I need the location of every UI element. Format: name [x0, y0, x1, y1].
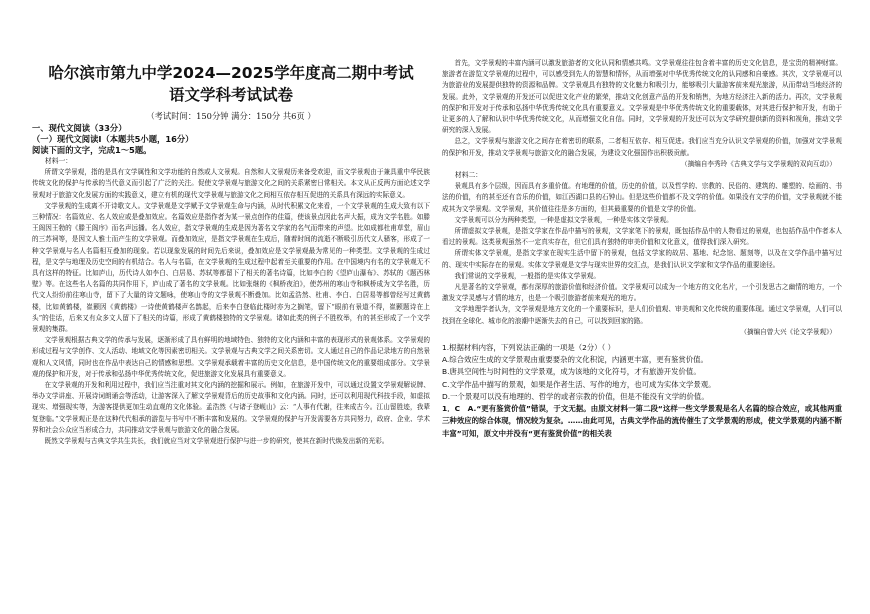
material2-paragraph: 所谓虚拟文学景观，是指文学家在作品中描写的景观，文学家笔下的景观，既包括作品中的人物看过的景观，也包括作品中作者本人看过的景观。这类景观虽然不一定真实存在，但它们具有独特的审美价值和文化意义，值得我们深入研究。: [442, 227, 842, 247]
exam-meta: （考试时间：150分钟 满分：150分 共6页 ）: [146, 111, 316, 121]
material1-label: 材料一：: [44, 157, 73, 165]
left-column: [32, 0, 430, 447]
question1-option-d: D.一个景观可以没有地理的、哲学的或者宗教的价值，但是不能没有文学的价值。: [442, 391, 709, 401]
sub-section-heading: （一）现代文阅读Ⅰ（本题共5小题，16分）: [32, 134, 194, 144]
left-paragraph: 既然文学景观与古典文学共生共长，我们就应当对文学景观进行保护与进一步的研究，使其在新时代焕发出新的光彩。: [44, 437, 389, 446]
right-paragraph: 首先，文学景观的丰富内涵可以激发旅游者的文化认同和情感共鸣。文学景观往往包含着丰富的历史文化信息，是宝贵的精神财富。旅游者在游览文学景观的过程中，可以感受到先人的智慧和情怀，从而增强对中华优秀传统文化的认同感和自豪感。其次，文学景观可以为旅游业的发展提供独特的资源和品牌。文学景观具有独特的文化魅力和吸引力，能够吸引大量游客前来观光旅游，从而带动当地经济的发展。此外，文学景观的开发还可以促进文化产业的繁荣，推动文化创意产品的开发和销售，为地方经济注入新的活力。再次，文学景观的保护和开发对于传承和弘扬中华优秀传统文化具有重要意义。文学景观是中华优秀传统文化的重要载体，对其进行保护和开发，有助于让更多的人了解和认识中华优秀传统文化，从而增强文化自信。同时，文学景观的开发还可以为文学研究提供新的资料和视角，推动文学研究的深入发展。: [442, 59, 842, 135]
question1-option-b: B.唐具空间性与时间性的文学景观，成为该地的文化符号，才有旅游开发价值。: [442, 367, 701, 377]
material1-source: （摘编自李秀玲《古典文学与文学景观的双向互动》）: [681, 159, 836, 168]
question1-option-c: C.文学作品中描写的景观，如果是作者生活、写作的地方，也可成为实体文学景观。: [442, 379, 716, 389]
material2-paragraph: 所谓实体文学景观，是指文学家在现实生活中留下的景观，包括文学家的故居、墓地、纪念馆、题刻等，以及在文学作品中描写过的、现实中实际存在的景观。实体文学景观是文学与现实世界的交汇点，是我们认识文学家和文学作品的重要途径。: [442, 249, 842, 269]
exam-title-line1: 哈尔滨市第九中学2024—2025学年度高二期中考试: [48, 64, 414, 82]
material2-label: 材料二：: [454, 171, 483, 180]
exam-title-line2: 语文学科考试试卷: [168, 86, 293, 104]
right-paragraph: 总之，文学景观与旅游文化之间存在着密切的联系，二者相互依存、相互促进。我们应当充分认识文学景观的价值，加强对文学景观的保护和开发，推动文学景观与旅游文化的融合发展，为建设文化强国作出积极贡献。: [442, 137, 842, 157]
right-column: [442, 58, 842, 440]
question1-option-a: A.综合效应生成的文学景观由重要要杂的文化积淀，内涵更丰富，更有鉴赏价值。: [442, 355, 708, 365]
material2-paragraph: 文学地理学者认为，文学景观是地方文化的一个重要标识，是人们价值观、审美观和文化传统的重要体现。通过文学景观，人们可以找到在全球化、城市化的浪潮中逐渐失去的自己，可以找到回家的路。: [442, 305, 842, 325]
material2-paragraph: 文学景观可以分为两种类型，一种是虚拟文学景观，一种是实体文学景观。: [454, 215, 673, 224]
left-paragraph: 文学景观根据古典文学的传承与发展，逐渐形成了具有鲜明的地域特色、独特的文化内涵和丰富的表现形式的景观体系。文学景观的形成过程与文学创作、文人活动、地域文化等因素密切相关。文学景观与古典文学之间关系密切。文人通过自己的作品记录地方的自然景观和人文风情，同时也在作品中表达自己的情感和思想。文学景观承载着丰富的历史文化信息，是中国传统文化的重要组成部分。文学景观的保护和开发，对于传承和弘扬中华优秀传统文化，促进旅游文化发展具有重要意义。: [32, 336, 430, 378]
reading-instruction: 阅读下面的文字，完成1～5题。: [32, 145, 152, 155]
left-paragraph: 在文学景观的开发和利用过程中，我们应当注重对其文化内涵的挖掘和展示。例如，在旅游开发中，可以通过设置文学景观解说牌、举办文学讲座、开展诗词朗诵会等活动，让游客深入了解文学景观背后的历史故事和文化内涵。同时，还可以利用现代科技手段，如虚拟现实、增强现实等，为游客提供更加生动直观的文化体验。孟浩然《与诸子登岘山》云：“人事有代谢，往来成古今。江山留胜迹，我辈复登临。”文学景观正是在这种代代相承的游览与书写中不断丰富和发展的。文学景观的保护与开发需要各方共同努力，政府、企业、学术界和社会公众应当形成合力，共同推动文学景观与旅游文化的融合发展。: [32, 381, 430, 434]
question1-stem: 1.根据材料内容，下列说法正确的一项是（2分）（ ）: [442, 343, 615, 353]
material2-source: （摘编自曾大兴《论文学景观》）: [740, 327, 836, 336]
answer1-explanation: 1．C A.“更有鉴赏价值”错误，于文无据。由原文材料一第二段“这样一些文学景观是名人名篇的综合效应，或其他两重三种效应的综合体现，情况较为复杂。……由此可见，古典文学作品的流传催生了文学景观的形成，使文学景观的内涵不断丰富”可知，原文中并没有“更有鉴赏价值”的相关表: [442, 404, 842, 438]
section-heading: 一、现代文阅读（33分）: [32, 123, 127, 133]
left-paragraph: 文学景观的生成离不开诗歌文人。文学景观是文学赋予文学景观生命与内涵，从时代积累文化来看，一个文学景观的生成大致有以下三种情况：名篇效应、名人效应或是叠加效应。名篇效应是指作者为某一景点创作的佳篇，使该景点因此名声大振，成为文学名胜。如滕王阁因王勃的《滕王阁序》而名声远播。名人效应，指文学景观的生成是因为著名文学家的名气而带来的声望。比如成都杜甫草堂，眉山的三苏祠等，是因文人雅士而产生的文学景观。而叠加效应，是指文学景观在生成后，随着时间的流逝不断吸引历代文人骚客，形成了一种文学景观与名人名篇相互叠加的现象。若以现象发展的时间先后来说，叠加效应是文学景观最为常见的一种类型。文学景观的生成过程，是文学与地理及历史空间的有机结合。名人与名篇，在文学景观的生成过程中起着至关重要的作用。在中国境内有名的文学景观无不具有这样的特征。比如庐山，历代诗人如李白、白居易、苏轼等都留下了相关的著名诗篇，比如李白的《望庐山瀑布》、苏轼的《题西林壁》等。在这些名人名篇的共同作用下，庐山成了著名的文学景观。比如张继的《枫桥夜泊》，使苏州的寒山寺和枫桥成为文学名胜，历代文人纷纷前往寒山寺，留下了大量的诗文题咏，使寒山寺的文学景观不断叠加。比如孟浩然、杜甫、李白、白居易等都曾经写过黄鹤楼，比如黄鹤楼，崔颢因《黄鹤楼》一诗使黄鹤楼声名鹊起，后来李白登临此楼时亦为之搁笔，留下“眼前有景道不得，崔颢题诗在上头”的佳话，后来又有众多文人留下了相关的诗篇，形成了黄鹤楼独特的文学景观。诸如此类的例子不胜枚举，有的甚至形成了一个文学景观的集群。: [32, 201, 430, 334]
material2-paragraph: 凡是著名的文学景观，都有深厚的旅游价值和经济价值。文学景观可以成为一个地方的文化名片，一个引发思古之幽情的地方，一个激发文学灵感与才情的地方，也是一个吸引旅游者前来观光的地方。: [442, 283, 842, 303]
material2-paragraph: 景观具有多个层级，因而具有多重价值。有地理的价值，历史的价值，以及哲学的、宗教的、民俗的、建筑的、雕塑的、绘画的、书法的价值，有的甚至还有音乐的价值，如江西湖口县的石钟山。但是这些价值都不及文学的价值。如果没有文学的价值，文学景观就不能成其为文学景观。文学景观，其价值往往是多方面的，但其最重要的价值是文学的价值。: [442, 182, 842, 213]
left-paragraph: 所谓文学景观，指的是具有文学属性和文学功能的自然或人文景观。自然和人文景观历来备受欢迎，而文学景观由于兼具重中华民族传统文化的保护与传承的当代意义而引起了广泛的关注。促使文学景观与旅游文化之间的关系紧密日常相关。本文从正反两方面论述文学景观对于旅游文化发展方面的实践意义，建立有机的现代文学景观与旅游文化之间相互依存相互促进的关系具有深远的实际意义。: [32, 168, 430, 199]
material2-paragraph: 我们常说的文学景观，一般指的是实体文学景观。: [454, 271, 601, 280]
